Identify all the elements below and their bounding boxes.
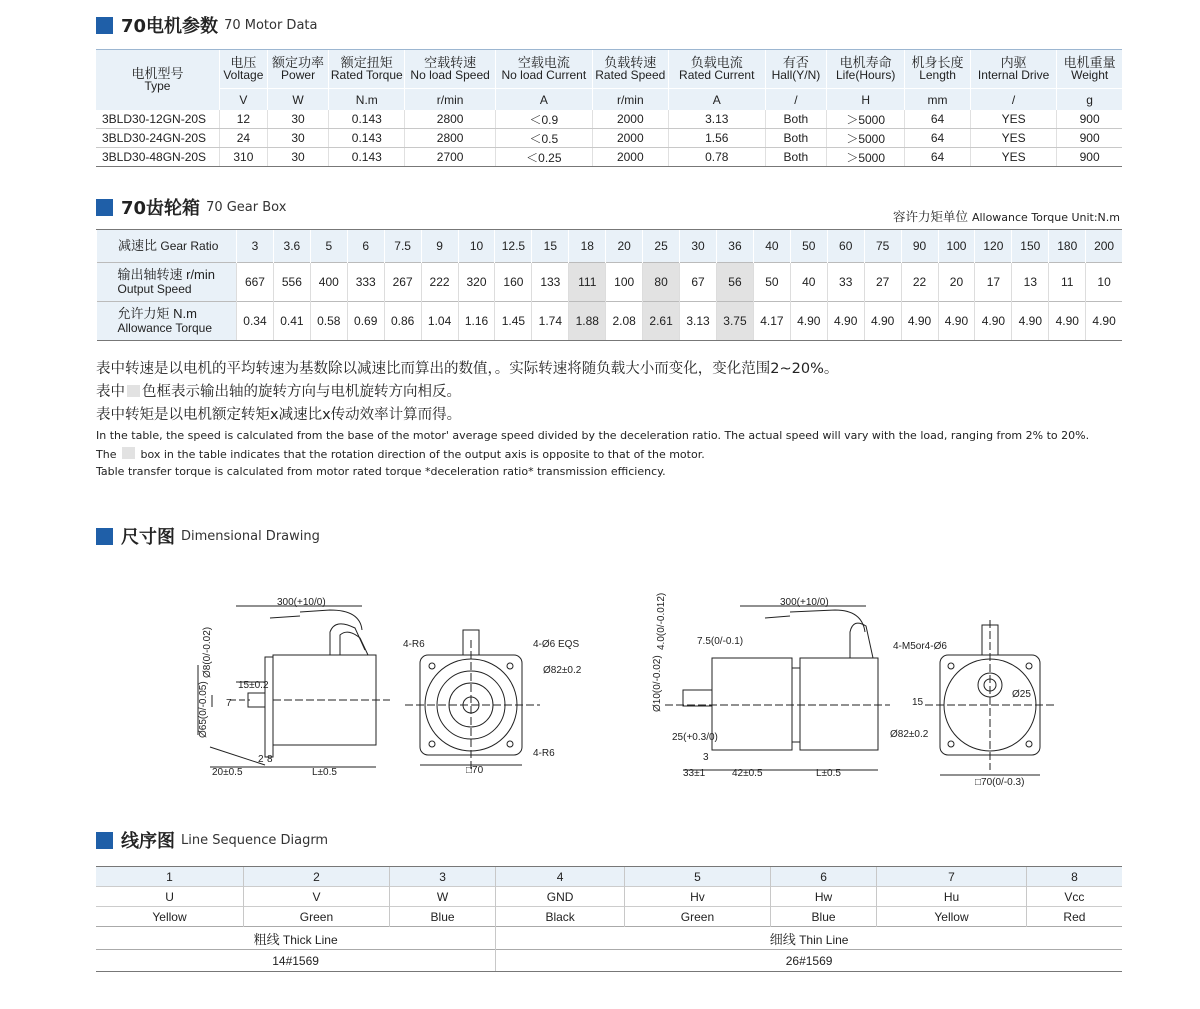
wire-color: Black — [496, 907, 625, 927]
table-cell: Both — [765, 129, 826, 148]
svg-text:L±0.5: L±0.5 — [312, 767, 337, 778]
unit-cell: A — [495, 89, 592, 111]
table-cell: 64 — [905, 129, 971, 148]
shade-swatch-icon — [127, 385, 140, 397]
svg-text:300(+10/0): 300(+10/0) — [780, 597, 829, 608]
torque-cell: 1.88 — [569, 302, 606, 341]
ratio-cell: 12.5 — [495, 230, 532, 263]
ratio-cell: 30 — [680, 230, 717, 263]
wire-color: Blue — [770, 907, 876, 927]
speed-cell: 10 — [1086, 263, 1122, 302]
table-cell: 0.78 — [668, 148, 765, 167]
svg-text:L±0.5: L±0.5 — [816, 768, 841, 779]
table-cell: 2000 — [592, 129, 668, 148]
note-en-3: Table transfer torque is calculated from motor rated torque *deceleration ratio* transmission efficiency. — [96, 465, 666, 478]
ratio-cell: 15 — [532, 230, 569, 263]
ratio-cell: 6 — [347, 230, 384, 263]
table-cell: 310 — [219, 148, 267, 167]
torque-cell: 4.90 — [864, 302, 901, 341]
unit-cell: W — [267, 89, 328, 111]
table-cell: 2000 — [592, 110, 668, 129]
svg-text:Ø65(0/-0.05): Ø65(0/-0.05) — [198, 681, 209, 738]
torque-cell: 4.90 — [1012, 302, 1049, 341]
svg-text:15±0.2: 15±0.2 — [238, 680, 269, 691]
svg-text:7.5(0/-0.1): 7.5(0/-0.1) — [697, 636, 744, 647]
unit-cell: V — [219, 89, 267, 111]
speed-cell: 556 — [273, 263, 310, 302]
dimensional-drawing — [0, 570, 1200, 830]
torque-cell: 1.45 — [495, 302, 532, 341]
svg-text:4-M5or4-Ø6: 4-M5or4-Ø6 — [893, 641, 947, 652]
table-cell: ＜0.5 — [495, 129, 592, 148]
torque-cell: 1.04 — [421, 302, 458, 341]
section-marker-icon — [96, 528, 113, 545]
table-cell: ＞5000 — [827, 110, 905, 129]
svg-text:33±1: 33±1 — [683, 768, 706, 779]
table-cell: ＞5000 — [827, 148, 905, 167]
pin-number: 1 — [96, 867, 244, 887]
table-cell: Both — [765, 148, 826, 167]
speed-cell: 222 — [421, 263, 458, 302]
table-cell: 24 — [219, 129, 267, 148]
torque-cell: 3.13 — [680, 302, 717, 341]
torque-cell: 2.08 — [606, 302, 643, 341]
torque-cell: 0.58 — [310, 302, 347, 341]
table-cell: 2700 — [405, 148, 496, 167]
torque-cell: 4.90 — [975, 302, 1012, 341]
table-cell: 0.143 — [329, 129, 405, 148]
speed-cell: 160 — [495, 263, 532, 302]
left-side-view — [198, 597, 390, 778]
unit-cell: g — [1057, 89, 1122, 111]
speed-cell: 40 — [790, 263, 827, 302]
line-sequence-table — [96, 866, 1122, 972]
svg-text:□70(0/-0.3): □70(0/-0.3) — [975, 777, 1025, 788]
svg-text:300(+10/0): 300(+10/0) — [277, 597, 326, 608]
section-marker-icon — [96, 17, 113, 34]
column-header: 空载电流 No load Current — [495, 50, 592, 89]
right-front-view — [890, 620, 1055, 788]
column-header: 负载转速 Rated Speed — [592, 50, 668, 89]
ratio-cell: 100 — [938, 230, 975, 263]
speed-cell: 50 — [753, 263, 790, 302]
table-cell: 1.56 — [668, 129, 765, 148]
column-header: 有否 Hall(Y/N) — [765, 50, 826, 89]
line-section-title: 线序图 Line Sequence Diagrm — [96, 827, 328, 853]
svg-text:20±0.5: 20±0.5 — [212, 767, 243, 778]
unit-cell: / — [970, 89, 1056, 111]
column-header: 电机重量 Weight — [1057, 50, 1122, 89]
ratio-cell: 20 — [606, 230, 643, 263]
note-cn-1: 表中转速是以电机的平均转速为基数除以减速比而算出的数值，。实际转速将随负载大小而变化，变化范围2~20%。 — [96, 361, 839, 377]
speed-cell: 11 — [1049, 263, 1086, 302]
table-cell: YES — [970, 129, 1056, 148]
table-cell: ＜0.9 — [495, 110, 592, 129]
table-cell: 3BLD30-48GN-20S — [96, 148, 219, 167]
gear-ratio-label: 减速比 Gear Ratio — [97, 230, 237, 263]
torque-cell: 1.74 — [532, 302, 569, 341]
svg-text:15: 15 — [912, 697, 924, 708]
table-cell: 2800 — [405, 129, 496, 148]
allowance-torque-label: 允许力矩 N.m Allowance Torque — [97, 302, 237, 341]
unit-cell: H — [827, 89, 905, 111]
table-cell: 12 — [219, 110, 267, 129]
column-header: 内驱 Internal Drive — [970, 50, 1056, 89]
column-header: 电机寿命 Life(Hours) — [827, 50, 905, 89]
table-cell: 30 — [267, 110, 328, 129]
torque-cell: 0.41 — [273, 302, 310, 341]
speed-cell: 56 — [716, 263, 753, 302]
speed-cell: 111 — [569, 263, 606, 302]
gear-section-title: 70齿轮箱 70 Gear Box — [96, 194, 286, 220]
ratio-cell: 180 — [1049, 230, 1086, 263]
speed-cell: 80 — [643, 263, 680, 302]
speed-cell: 267 — [384, 263, 421, 302]
svg-text:4-Ø6 EQS: 4-Ø6 EQS — [533, 639, 580, 650]
svg-text:42±0.5: 42±0.5 — [732, 768, 763, 779]
thick-line-label: 粗线 Thick Line — [96, 927, 496, 950]
svg-text:8: 8 — [267, 754, 273, 765]
pin-number: 7 — [877, 867, 1027, 887]
table-cell: 30 — [267, 129, 328, 148]
table-cell: 3.13 — [668, 110, 765, 129]
pin-number: 3 — [389, 867, 495, 887]
table-cell: ＜0.25 — [495, 148, 592, 167]
unit-cell: r/min — [592, 89, 668, 111]
table-cell: 3BLD30-24GN-20S — [96, 129, 219, 148]
wire-color: Green — [625, 907, 771, 927]
table-row — [96, 129, 1122, 148]
table-cell: 64 — [905, 110, 971, 129]
ratio-cell: 200 — [1086, 230, 1122, 263]
unit-cell: / — [765, 89, 826, 111]
unit-cell: mm — [905, 89, 971, 111]
speed-cell: 100 — [606, 263, 643, 302]
motor-data-table — [96, 49, 1122, 167]
column-header: 电压 Voltage — [219, 50, 267, 89]
section-marker-icon — [96, 199, 113, 216]
ratio-cell: 10 — [458, 230, 495, 263]
signal-name: GND — [496, 887, 625, 907]
type-header: 电机型号 Type — [96, 50, 219, 111]
ratio-cell: 5 — [310, 230, 347, 263]
signal-name: Hv — [625, 887, 771, 907]
signal-name: U — [96, 887, 244, 907]
ratio-cell: 150 — [1012, 230, 1049, 263]
svg-text:4.0(0/-0.012): 4.0(0/-0.012) — [656, 592, 667, 650]
speed-cell: 27 — [864, 263, 901, 302]
wire-color: Yellow — [877, 907, 1027, 927]
unit-cell: r/min — [405, 89, 496, 111]
svg-text:Ø8(0/-0.02): Ø8(0/-0.02) — [202, 626, 213, 678]
table-cell: 0.143 — [329, 110, 405, 129]
note-en-1: In the table, the speed is calculated from the base of the motor' average speed divided by the deceleration ratio. The actual speed will vary with the load, ranging from 2% to 20%. — [96, 429, 1090, 442]
table-cell: 900 — [1057, 110, 1122, 129]
wire-color: Red — [1026, 907, 1122, 927]
signal-name: W — [389, 887, 495, 907]
torque-cell: 4.90 — [1086, 302, 1122, 341]
speed-cell: 133 — [532, 263, 569, 302]
torque-cell: 3.75 — [716, 302, 753, 341]
speed-cell: 33 — [827, 263, 864, 302]
unit-cell: A — [668, 89, 765, 111]
thin-line-spec: 26#1569 — [496, 950, 1122, 972]
wire-color: Yellow — [96, 907, 244, 927]
table-cell: 0.143 — [329, 148, 405, 167]
ratio-cell: 9 — [421, 230, 458, 263]
signal-name: V — [244, 887, 390, 907]
column-header: 机身长度 Length — [905, 50, 971, 89]
shade-swatch-icon — [122, 447, 135, 459]
svg-text:□70: □70 — [466, 765, 484, 776]
svg-text:Ø25: Ø25 — [1012, 689, 1031, 700]
svg-text:3: 3 — [703, 752, 709, 763]
signal-name: Vcc — [1026, 887, 1122, 907]
signal-name: Hw — [770, 887, 876, 907]
ratio-cell: 90 — [901, 230, 938, 263]
svg-text:Ø82±0.2: Ø82±0.2 — [890, 729, 929, 740]
left-front-view — [403, 630, 582, 776]
note-cn-2: 表中 色框表示输出轴的旋转方向与电机旋转方向相反。 — [96, 384, 461, 400]
pin-number: 5 — [625, 867, 771, 887]
table-cell: 2800 — [405, 110, 496, 129]
section-marker-icon — [96, 832, 113, 849]
speed-cell: 22 — [901, 263, 938, 302]
torque-unit-note: 容许力矩单位 Allowance Torque Unit:N.m — [892, 209, 1120, 224]
table-row — [96, 110, 1122, 129]
torque-cell: 0.34 — [237, 302, 274, 341]
thick-line-spec: 14#1569 — [96, 950, 496, 972]
thin-line-label: 细线 Thin Line — [496, 927, 1122, 950]
pin-number: 4 — [496, 867, 625, 887]
unit-cell: N.m — [329, 89, 405, 111]
svg-text:25(+0.3/0): 25(+0.3/0) — [672, 732, 718, 743]
svg-text:4-R6: 4-R6 — [403, 639, 425, 650]
dim-section-title: 尺寸图 Dimensional Drawing — [96, 523, 320, 549]
svg-text:Ø82±0.2: Ø82±0.2 — [543, 665, 582, 676]
torque-cell: 4.90 — [827, 302, 864, 341]
signal-name: Hu — [877, 887, 1027, 907]
ratio-cell: 7.5 — [384, 230, 421, 263]
speed-cell: 20 — [938, 263, 975, 302]
pin-number: 2 — [244, 867, 390, 887]
torque-cell: 4.90 — [938, 302, 975, 341]
speed-cell: 400 — [310, 263, 347, 302]
speed-cell: 667 — [237, 263, 274, 302]
svg-text:4-R6: 4-R6 — [533, 748, 555, 759]
column-header: 额定扭矩 Rated Torque — [329, 50, 405, 89]
svg-text:2: 2 — [258, 754, 264, 765]
pin-number: 6 — [770, 867, 876, 887]
table-cell: 900 — [1057, 148, 1122, 167]
speed-cell: 17 — [975, 263, 1012, 302]
table-cell: 900 — [1057, 129, 1122, 148]
ratio-cell: 120 — [975, 230, 1012, 263]
table-cell: 30 — [267, 148, 328, 167]
torque-cell: 4.90 — [901, 302, 938, 341]
column-header: 空载转速 No load Speed — [405, 50, 496, 89]
torque-cell: 2.61 — [643, 302, 680, 341]
table-cell: 3BLD30-12GN-20S — [96, 110, 219, 129]
torque-cell: 4.17 — [753, 302, 790, 341]
speed-cell: 320 — [458, 263, 495, 302]
speed-cell: 333 — [347, 263, 384, 302]
ratio-cell: 36 — [716, 230, 753, 263]
ratio-cell: 40 — [753, 230, 790, 263]
output-speed-label: 输出轴转速 r/min Output Speed — [97, 263, 237, 302]
torque-cell: 4.90 — [790, 302, 827, 341]
speed-cell: 13 — [1012, 263, 1049, 302]
right-side-view — [652, 593, 890, 779]
wire-color: Blue — [389, 907, 495, 927]
ratio-cell: 25 — [643, 230, 680, 263]
torque-cell: 4.90 — [1049, 302, 1086, 341]
table-cell: ＞5000 — [827, 129, 905, 148]
ratio-cell: 50 — [790, 230, 827, 263]
torque-cell: 0.69 — [347, 302, 384, 341]
note-cn-3: 表中转矩是以电机额定转矩x减速比x传动效率计算而得。 — [96, 407, 462, 423]
ratio-cell: 75 — [864, 230, 901, 263]
table-cell: YES — [970, 148, 1056, 167]
table-cell: 64 — [905, 148, 971, 167]
ratio-cell: 18 — [569, 230, 606, 263]
column-header: 负载电流 Rated Current — [668, 50, 765, 89]
ratio-cell: 3.6 — [273, 230, 310, 263]
svg-text:7: 7 — [226, 698, 232, 709]
gear-box-table — [96, 229, 1122, 341]
ratio-cell: 60 — [827, 230, 864, 263]
table-cell: Both — [765, 110, 826, 129]
note-en-2: The box in the table indicates that the rotation direction of the output axis is opposite to that of the motor. — [96, 448, 705, 461]
speed-cell: 67 — [680, 263, 717, 302]
table-cell: YES — [970, 110, 1056, 129]
pin-number: 8 — [1026, 867, 1122, 887]
wire-color: Green — [244, 907, 390, 927]
column-header: 额定功率 Power — [267, 50, 328, 89]
torque-cell: 1.16 — [458, 302, 495, 341]
table-row — [96, 148, 1122, 167]
torque-cell: 0.86 — [384, 302, 421, 341]
svg-text:Ø10(0/-0.02): Ø10(0/-0.02) — [652, 655, 663, 712]
motor-section-title: 70电机参数 70 Motor Data — [96, 12, 317, 38]
table-cell: 2000 — [592, 148, 668, 167]
ratio-cell: 3 — [237, 230, 274, 263]
